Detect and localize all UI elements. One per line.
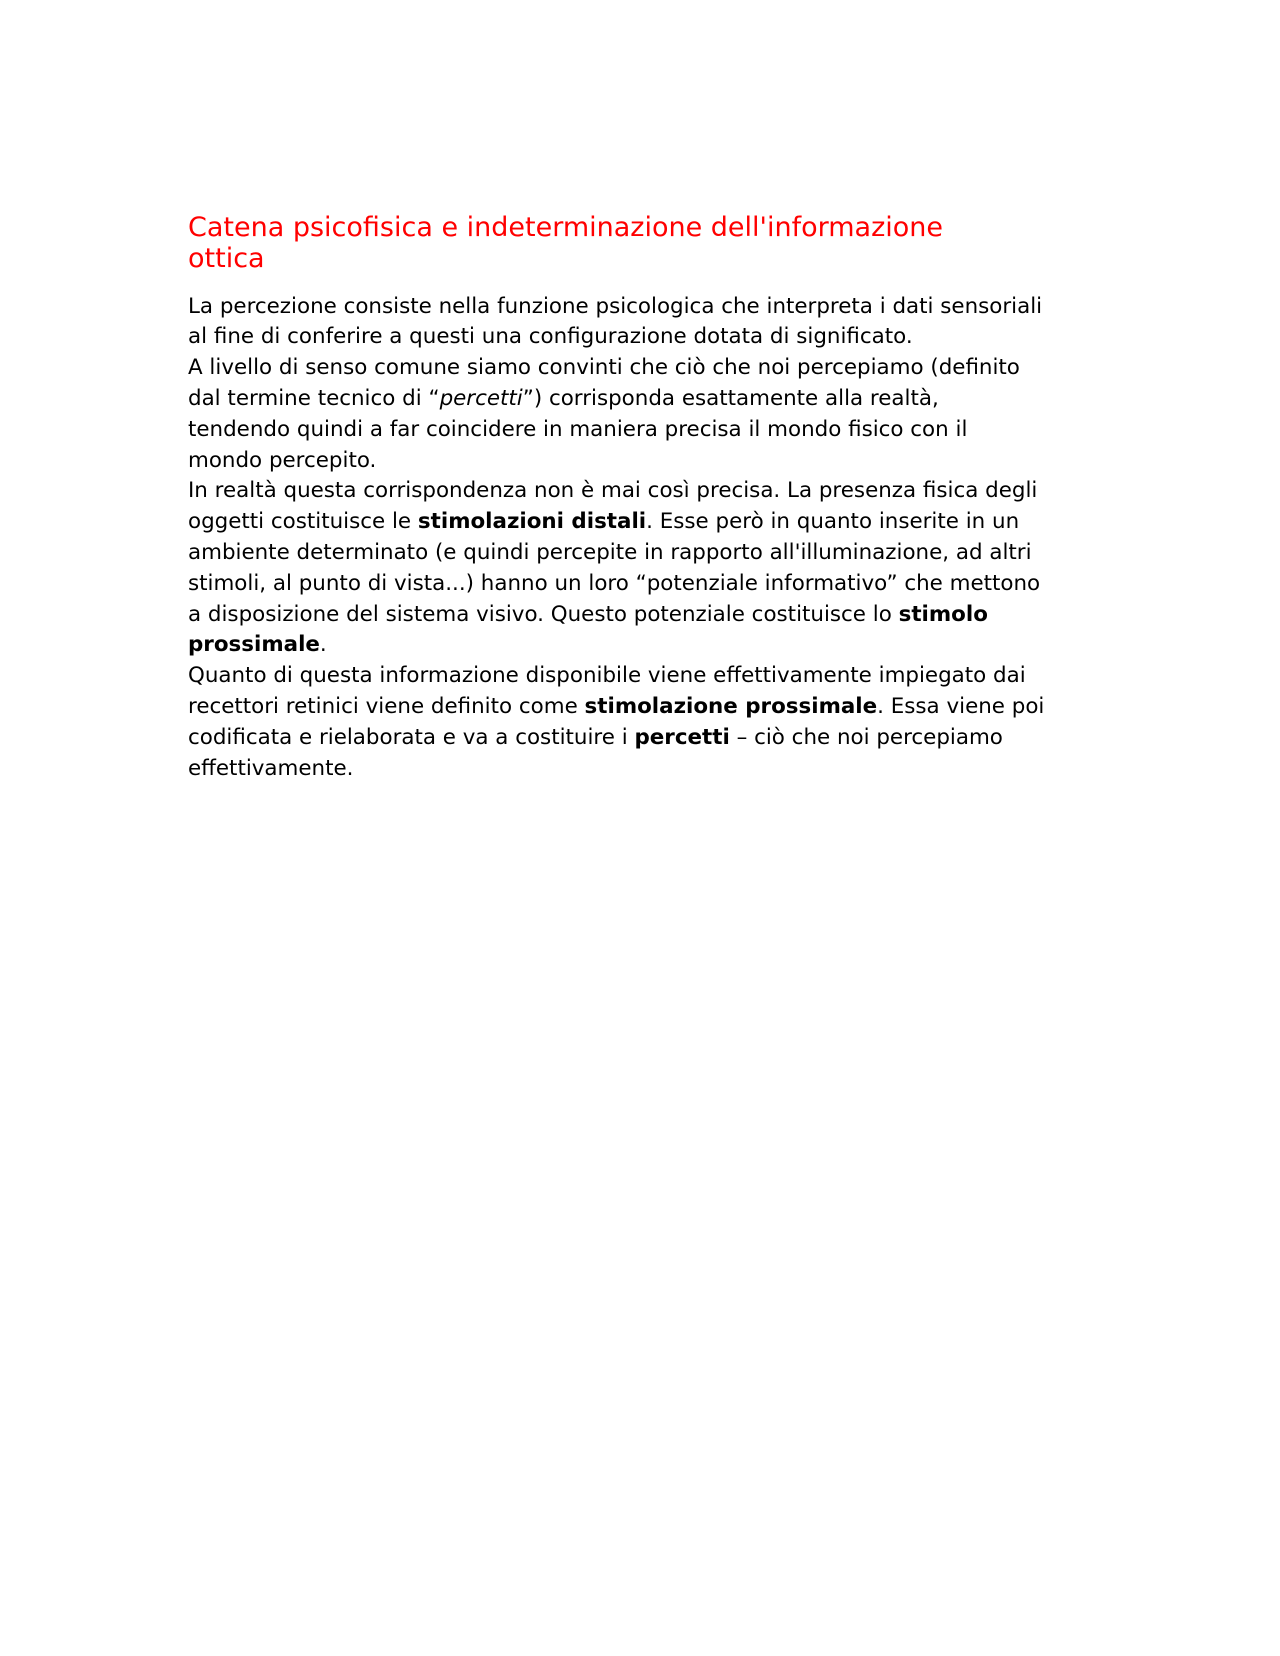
paragraph (188, 476, 1098, 661)
text-line (188, 600, 1098, 631)
text-line (188, 754, 1098, 785)
text-run: oggetti costituisce le (188, 509, 418, 535)
bold-term: prossimale (188, 632, 320, 658)
text-line (188, 661, 1098, 692)
text-run: ambiente determinato (e quindi percepite in rapporto all'illuminazione, ad altri (188, 539, 1032, 565)
bold-term: stimolo (898, 601, 988, 627)
text-line (188, 569, 1098, 600)
text-run: a disposizione del sistema visivo. Questo potenziale costituisce lo (188, 601, 899, 627)
text-run: effettivamente. (188, 755, 354, 781)
document-title (188, 208, 1098, 274)
title-line-1: Catena psicofisica e indeterminazione dell'informazione (188, 212, 943, 243)
text-line (188, 415, 1098, 446)
text-run: al fine di conferire a questi una configurazione dotata di significato. (188, 324, 913, 350)
text-line (188, 630, 1098, 661)
bold-term: stimolazioni distali (417, 509, 647, 535)
text-run: . (319, 632, 327, 658)
text-run: La percezione consiste nella funzione psicologica che interpreta i dati sensoriali (188, 293, 1043, 319)
text-run: Quanto di questa informazione disponibile viene effettivamente impiegato dai (188, 663, 1026, 689)
title-line-2: ottica (188, 242, 265, 274)
text-line (188, 322, 1098, 353)
text-run: recettori retinici viene definito come (188, 693, 585, 719)
text-run: . Essa viene poi (877, 693, 1045, 719)
text-line (188, 507, 1098, 538)
text-run: codificata e rielaborata e va a costituire i (188, 724, 635, 750)
paragraph (188, 292, 1098, 354)
bold-term: percetti (634, 724, 730, 750)
text-run: – ciò che noi percepiamo (729, 724, 1003, 750)
text-run: . Esse però in quanto inserite in un (646, 509, 1020, 535)
italic-term: percetti (439, 385, 523, 411)
text-run: In realtà questa corrispondenza non è mai così precisa. La presenza fisica degli (188, 478, 1038, 504)
text-line (188, 353, 1098, 384)
text-run: mondo percepito. (188, 447, 377, 473)
text-run: A livello di senso comune siamo convinti che ciò che noi percepiamo (definito (188, 355, 1020, 381)
text-line (188, 384, 1098, 415)
document-page (188, 208, 1098, 784)
bold-term: stimolazione prossimale (584, 693, 878, 719)
text-line (188, 692, 1098, 723)
paragraph (188, 353, 1098, 476)
text-line (188, 538, 1098, 569)
text-line (188, 446, 1098, 477)
paragraph (188, 661, 1098, 784)
text-line (188, 476, 1098, 507)
text-line (188, 292, 1098, 323)
text-run: tendendo quindi a far coincidere in maniera precisa il mondo fisico con il (188, 416, 968, 442)
document-body (188, 292, 1098, 785)
text-line (188, 723, 1098, 754)
text-run: ”) corrisponda esattamente alla realtà, (522, 385, 939, 411)
text-run: stimoli, al punto di vista...) hanno un loro “potenziale informativo” che mettono (188, 570, 1041, 596)
text-run: dal termine tecnico di “ (188, 385, 440, 411)
